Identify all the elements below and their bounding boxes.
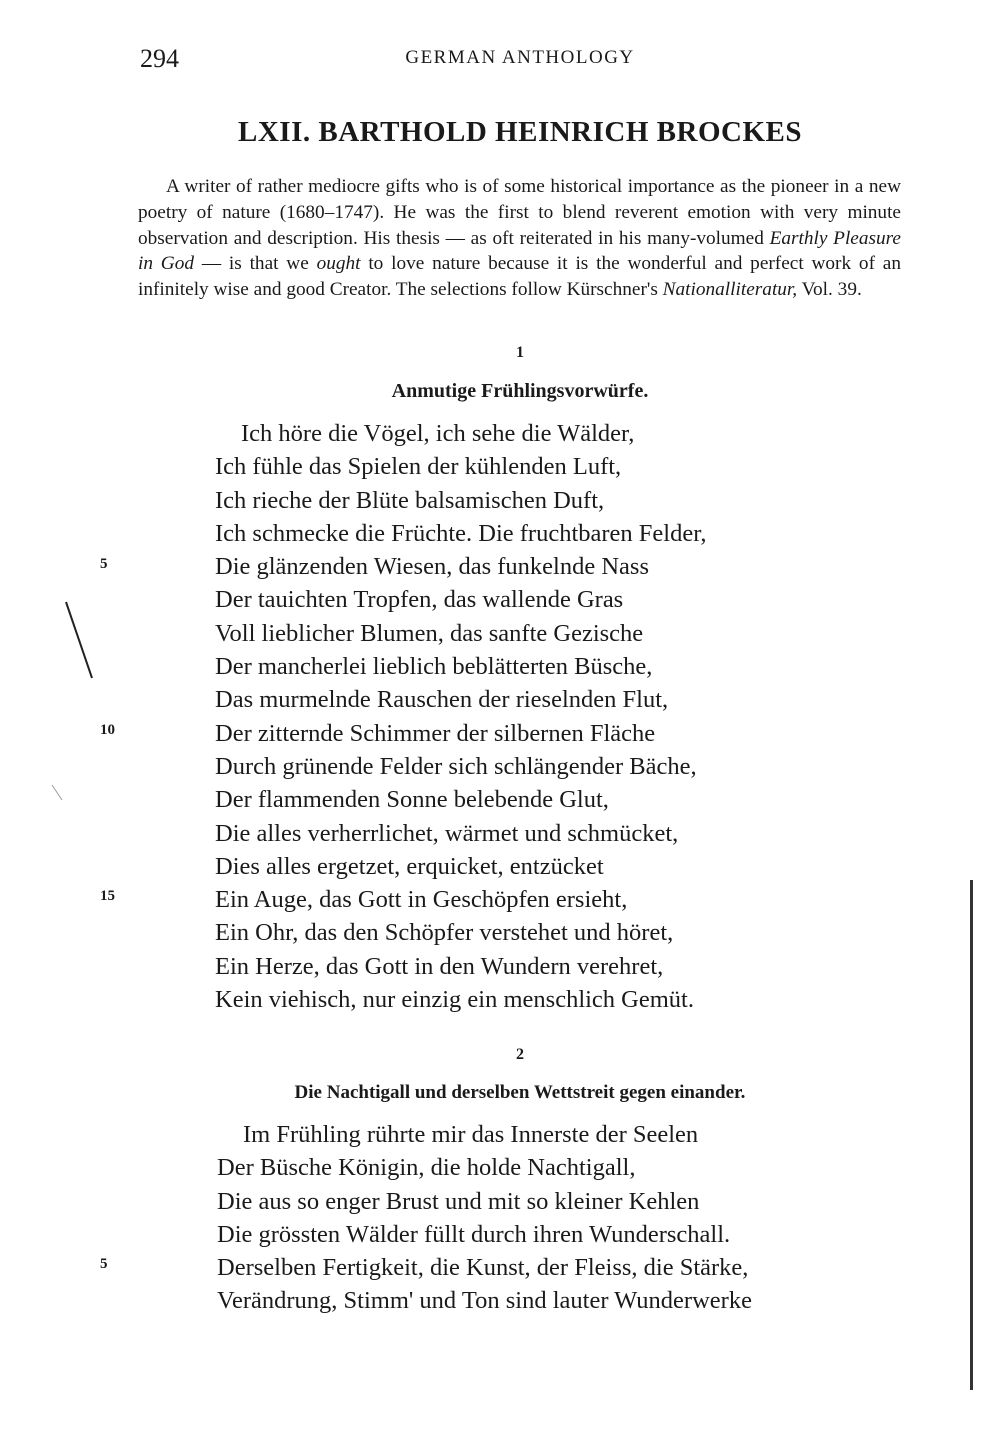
verse-line: Durch grünende Felder sich schlängender Bäche, xyxy=(215,752,697,780)
verse-line: Die glänzenden Wiesen, das funkelnde Nass xyxy=(215,553,649,581)
running-title: GERMAN ANTHOLOGY xyxy=(405,47,635,68)
verse-line: Der zitternde Schimmer der silbernen Fläche xyxy=(215,719,656,747)
line-number: 10 xyxy=(100,722,115,738)
poem-number: 2 xyxy=(516,1046,524,1063)
poem-title: Die Nachtigall und derselben Wettstreit gegen einander. xyxy=(294,1082,746,1103)
verse-line: Derselben Fertigkeit, die Kunst, der Fleiss, die Stärke, xyxy=(217,1254,749,1282)
work-title: Earthly Pleasure in God xyxy=(138,227,901,275)
verse-line: Der flammenden Sonne belebende Glut, xyxy=(215,786,609,814)
chapter-title: LXII. BARTHOLD HEINRICH BROCKES xyxy=(238,116,802,148)
verse-line: Die grössten Wälder füllt durch ihren Wunderschall. xyxy=(217,1220,731,1248)
verse-line: Kein viehisch, nur einzig ein menschlich Gemüt. xyxy=(215,986,694,1014)
verse-line: Im Frühling rührte mir das Innerste der Seelen xyxy=(243,1121,699,1148)
verse-line: Voll lieblicher Blumen, das sanfte Gezische xyxy=(215,619,644,647)
verse-line: Der Büsche Königin, die holde Nachtigall, xyxy=(217,1154,636,1182)
verse-line: Verändrung, Stimm' und Ton sind lauter Wunderwerke xyxy=(217,1287,752,1315)
verse-line: Die aus so enger Brust und mit so kleiner Kehlen xyxy=(217,1187,700,1215)
page-number: 294 xyxy=(140,44,179,73)
line-number: 5 xyxy=(100,556,108,572)
emphasis-word: ought xyxy=(316,253,361,275)
verse-line: Ich höre die Vögel, ich sehe die Wälder, xyxy=(241,420,635,447)
verse-line: Ich fühle das Spielen der kühlenden Luft, xyxy=(215,453,622,481)
poem-number: 1 xyxy=(516,344,524,361)
intro-text: — is that we xyxy=(194,253,317,275)
verse-line: Ein Herze, das Gott in den Wundern verehret, xyxy=(215,952,664,980)
line-number: 5 xyxy=(100,1256,108,1272)
verse-line: Das murmelnde Rauschen der rieselnden Flut, xyxy=(215,686,669,714)
intro-text: Vol. 39. xyxy=(797,279,862,301)
binding-edge xyxy=(970,880,973,1390)
source-title: Nationalliteratur, xyxy=(662,279,798,301)
intro-text: A writer of rather mediocre gifts who is of some historical importance as the pioneer in a new poetry of nature (1680–1747). He was the first to blend reverent emotion with very minute observation and description. His thesis — as oft reiterated in his many-volumed xyxy=(138,176,901,249)
verse-line: Ich rieche der Blüte balsamischen Duft, xyxy=(215,486,605,514)
intro-text: to love nature because it is the wonderful and perfect work of an infinitely wise and good Creator. The selections follow Kürschner's xyxy=(138,253,901,301)
verse-line: Der tauichten Tropfen, das wallende Gras xyxy=(215,586,624,614)
verse-line: Ein Auge, das Gott in Geschöpfen ersieht, xyxy=(215,886,628,914)
line-number: 15 xyxy=(100,888,115,904)
poem-title: Anmutige Frühlingsvorwürfe. xyxy=(391,380,649,402)
verse-line: Ich schmecke die Früchte. Die fruchtbaren Felder, xyxy=(215,519,707,547)
verse-line: Ein Ohr, das den Schöpfer verstehet und höret, xyxy=(215,919,674,947)
verse-line: Die alles verherrlichet, wärmet und schmücket, xyxy=(215,819,679,847)
verse-line: Der mancherlei lieblich beblätterten Büsche, xyxy=(215,653,653,681)
verse-line: Dies alles ergetzet, erquicket, entzücket xyxy=(215,852,604,880)
